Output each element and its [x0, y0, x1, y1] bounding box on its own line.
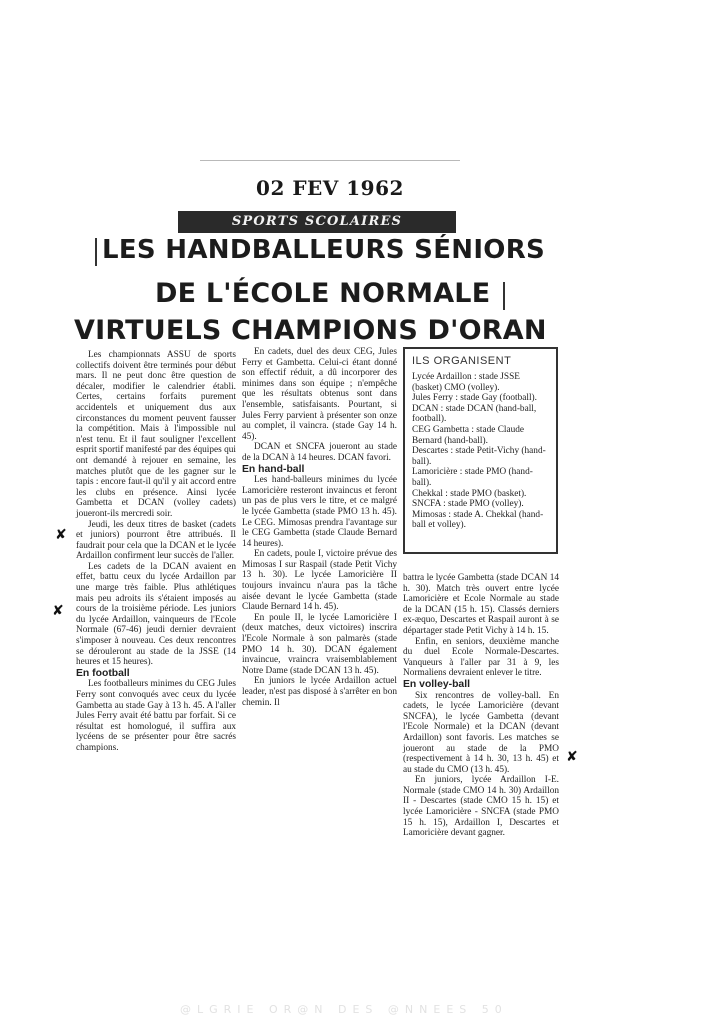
list-item: Lamoricière : stade PMO (hand-ball). — [412, 467, 533, 488]
handwritten-cross-mark: ✘ — [566, 749, 578, 765]
handwritten-cross-mark: ✘ — [52, 603, 64, 619]
subheading-football: En football — [76, 667, 130, 679]
headline-line-2: DE L'ÉCOLE NORMALE — [155, 278, 491, 309]
list-item: Chekkal : stade PMO (basket). — [412, 488, 527, 499]
paragraph: En cadets, duel des deux CEG, Jules Ferry et Gambetta. Celui-ci étant donné son effectif réduit, a dû incorporer des minimes dans son équipe ; n'empêche que les résultats obtenus sont dans l'ensemble, satisfaisants. Pourtant, si Jules Ferry parvient à présenter son onze au complet, il vaincra. (stade Gay 14 h. 45). — [242, 347, 397, 442]
headline-line-3: VIRTUELS CHAMPIONS D'ORAN — [74, 315, 547, 346]
paragraph: Les hand-balleurs minimes du lycée Lamoricière resteront invaincus et feront un pas de plus vers le titre, et ce malgré le lycée Gambetta (stade PMO 13 h. 45). Le CEG. Mimosas prendra l'avantage sur le CEG Gambetta (stade Claude Bernard 14 heures). — [242, 475, 397, 549]
paragraph: Les championnats ASSU de sports collectifs doivent être terminés pour début mars. Il ne peut donc être question de décaler, modifier le calendrier établi. Certes, certains forfaits purement accidentels et uniquement dus aux circonstances du moment peuvent fausser la compétition. Mais à l'impossible nul n'est tenu. Et il faut souligner l'excellent esprit sportif manifesté par des équipes qui ont demandé à rejouer en semaine, les matches plutôt que de les gagner sur le tapis : encore faut-il qu'il y ait accord entre les clubs en présence. Ainsi lycée Gambetta et DCAN (volley cadets) joueront-ils mercredi soir. — [76, 350, 236, 519]
list-item: Mimosas : stade A. Chekkal (hand-ball et volley). — [412, 509, 544, 531]
watermark: @LGRIE OR@N DES @NNEES 50 — [180, 1003, 508, 1016]
article-column-3 — [403, 573, 559, 839]
list-item: Lycée Ardaillon : stade JSSE (basket) CMO (volley). — [412, 372, 520, 393]
handwritten-cross-mark: ✘ — [55, 527, 67, 543]
organizers-list — [412, 372, 549, 531]
paragraph: En cadets, poule I, victoire prévue des Mimosas I sur Raspail (stade Petit Vichy 13 h. 30). Le lycée Lamoricière II toujours invaincu n'aura pas la tâche aisée devant le lycée Gambetta (stade Claude Bernard 14 h. 45). — [242, 549, 397, 613]
article-column-2 — [242, 347, 397, 708]
paragraph: En poule II, le lycée Lamoricière I (deux matches, deux victoires) inscrira l'Ecole Normale à son palmarès (stade PMO 14 h. 30). DCAN également invaincue, vraincra vraisemblablement Notre Dame (stade DCAN 13 h. 45). — [242, 612, 397, 676]
list-item: Descartes : stade Petit-Vichy (hand-ball). — [412, 446, 546, 467]
paragraph: Six rencontres de volley-ball. En cadets, le lycée Lamoricière (devant SNCFA), le lycée Gambetta (devant l'Ecole Normale) et la DCAN (devant Ardaillon) sont favoris. Les matches se joueront au stade de la PMO (respectivement à 14 h. 30, 13 h. 45) et au stade du CMO (13 h. 45). — [403, 690, 559, 775]
paragraph: Jeudi, les deux titres de basket (cadets et juniors) pourront être attribués. Il faudrait pour cela que la DCAN et le lycée Ardaillon confirment leur succès de l'aller. — [76, 519, 236, 562]
organizers-box — [403, 347, 558, 554]
subheading-handball: En hand-ball — [242, 463, 305, 475]
paragraph: Les footballeurs minimes du CEG Jules Ferry sont convoqués avec ceux du lycée Gambetta au stade Gay à 13 h. 45. A l'aller Jules Ferry avait été battu par forfait. Si ce résultat est homologué, il suffira aux lycéens de se présenter pour être sacrés champions. — [76, 679, 236, 753]
subheading-volleyball: En volley-ball — [403, 678, 470, 690]
list-item: CEG Gambetta : stade Claude Bernard (hand-ball). — [412, 424, 525, 446]
paragraph: Les cadets de la DCAN avaient en effet, battu ceux du lycée Ardaillon par une marge très faible. Plus athlétiques mais peu adroits ils s'étaient imposés au cours de la troisième période. Les juniors du lycée Ardaillon, vainqueurs de l'Ecole Normale (67-46) jeudi dernier devraient s'imposer à nouveau. Ces deux rencontres se dérouleront au stade de la JSSE (14 heures et 15 heures). — [76, 561, 236, 668]
list-item: DCAN : stade DCAN (hand-ball, football). — [412, 403, 537, 425]
organizers-title: ILS ORGANISENT — [412, 355, 512, 367]
paragraph: En juniors le lycée Ardaillon actuel leader, n'est pas disposé à s'arrêter en bon chemin. Il — [242, 676, 397, 708]
list-item: SNCFA : stade PMO (volley). — [412, 499, 524, 510]
list-item: Jules Ferry : stade Gay (football). — [412, 393, 537, 404]
headline-rule-right — [503, 282, 505, 310]
paragraph: battra le lycée Gambetta (stade DCAN 14 h. 30). Match très ouvert entre lycée Lamoricière et Ecole Normale au stade de la DCAN (15 h. 15). Classés derniers ex-æquo, Descartes et Raspail auront à se départager stade Petit Vichy à 14 h. 15. — [403, 573, 559, 636]
article-column-1 — [76, 350, 236, 754]
clipping-date: 02 FEV 1962 — [256, 176, 404, 200]
paragraph: En juniors, lycée Ardaillon I-E. Normale (stade CMO 14 h. 30) Ardaillon II - Descartes (stade CMO 15 h. 15) et lycée Lamoricière - SNCFA (stade PMO 15 h. 15), Ardaillon I, Descartes et Lamoricière devant gagner. — [403, 775, 559, 839]
headline-rule-left — [95, 238, 97, 266]
paragraph: Enfin, en seniors, deuxième manche du duel Ecole Normale-Descartes. Vanqueurs à l'aller par 31 à 9, les Normaliens devraient enlever le titre. — [403, 636, 559, 679]
headline-line-1: LES HANDBALLEURS SÉNIORS — [102, 235, 546, 265]
paragraph: DCAN et SNCFA joueront au stade de la DCAN à 14 heures. DCAN favori. — [242, 442, 397, 463]
top-rule — [200, 160, 460, 161]
section-banner: SPORTS SCOLAIRES — [178, 211, 456, 233]
